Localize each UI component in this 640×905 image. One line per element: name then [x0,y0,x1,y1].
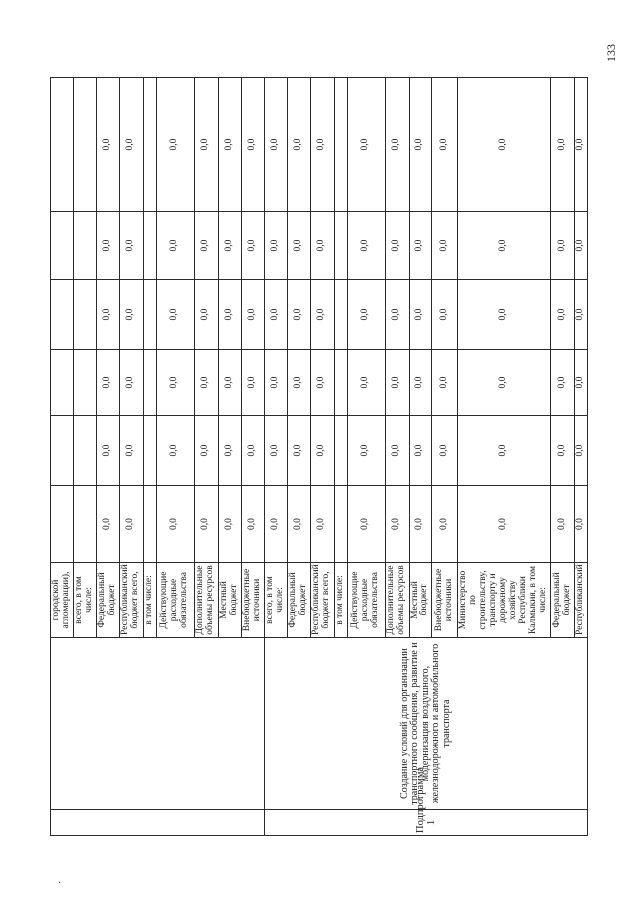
value-cell: 0,0 [409,350,432,416]
value-cell: 0,0 [310,280,334,350]
value-cell [143,486,156,563]
value-cell: 0,0 [409,416,432,486]
funding-source: Федеральный бюджет [287,563,310,638]
value-cell: 0,0 [194,280,218,350]
value-cell: 0,0 [385,212,409,280]
value-cell: 0,0 [347,416,385,486]
value-cell: 0,0 [347,350,385,416]
funding-source: в том числе: [143,563,156,638]
blank-cell [51,810,265,836]
page-number: 133 [604,44,618,62]
value-cell: 0,0 [287,78,310,212]
value-cell: 0,0 [575,416,588,486]
funding-source: городской агломерации), [51,563,74,638]
value-cell: 0,0 [264,280,287,350]
value-cell: 0,0 [218,486,241,563]
value-cell [143,416,156,486]
value-cell [334,350,347,416]
stray-mark: · [58,878,62,889]
value-cell: 0,0 [194,416,218,486]
budget-table [50,77,588,836]
value-cell: 0,0 [119,350,143,416]
funding-source: всего, в том числе: [264,563,287,638]
value-cell [51,486,74,563]
budget-table-sheet [50,78,586,836]
value-cell [334,78,347,212]
value-cell: 0,0 [385,280,409,350]
value-cell: 0,0 [551,280,575,350]
program-label: Подпрограмма 1 [264,810,587,836]
value-cell [334,212,347,280]
funding-source: Федеральный бюджет [551,563,575,638]
value-cell: 0,0 [156,280,194,350]
funding-source: Местный бюджет [409,563,432,638]
funding-source: Действующие расходные обязательства [156,563,194,638]
value-cell: 0,0 [241,212,264,280]
value-cell: 0,0 [119,486,143,563]
value-cell: 0,0 [96,416,119,486]
funding-source: Республиканский бюджет всего, [310,563,334,638]
funding-source: Внебюджетные источники [241,563,264,638]
value-cell: 0,0 [385,350,409,416]
value-cell: 0,0 [432,350,458,416]
value-cell: 0,0 [119,280,143,350]
value-cell: 0,0 [551,212,575,280]
value-cell: 0,0 [409,280,432,350]
value-cell: 0,0 [264,416,287,486]
value-cell: 0,0 [96,350,119,416]
value-cell: 0,0 [218,416,241,486]
value-cell: 0,0 [458,416,551,486]
value-cell: 0,0 [385,416,409,486]
value-cell [143,280,156,350]
table-body [51,78,588,836]
value-cell: 0,0 [241,416,264,486]
value-cell: 0,0 [458,280,551,350]
blank-cell [51,638,265,810]
value-cell: 0,0 [264,78,287,212]
value-cell: 0,0 [218,350,241,416]
funding-source: Федеральный бюджет [96,563,119,638]
subprogram-name: Создание условий для организации транспортного сообщения, развитие и модернизация воздушного, железнодорожного и автомобильного транспорта [264,638,587,810]
value-cell: 0,0 [96,78,119,212]
value-cell: 0,0 [241,280,264,350]
value-cell: 0,0 [287,486,310,563]
value-cell: 0,0 [156,78,194,212]
value-cell: 0,0 [310,416,334,486]
value-cell: 0,0 [264,486,287,563]
funding-source: всего, в том числе: [73,563,96,638]
value-cell: 0,0 [241,486,264,563]
value-cell [73,78,96,212]
value-cell: 0,0 [409,212,432,280]
value-cell: 0,0 [287,280,310,350]
value-cell: 0,0 [194,486,218,563]
value-cell [334,280,347,350]
value-cell: 0,0 [156,212,194,280]
funding-source: в том числе: [334,563,347,638]
value-cell: 0,0 [432,212,458,280]
value-cell: 0,0 [347,212,385,280]
value-cell: 0,0 [432,416,458,486]
value-cell: 0,0 [287,212,310,280]
value-cell: 0,0 [96,212,119,280]
value-cell: 0,0 [347,78,385,212]
value-cell: 0,0 [264,350,287,416]
funding-source: Республиканский бюджет всего, [119,563,143,638]
value-cell: 0,0 [194,78,218,212]
value-cell [73,350,96,416]
value-cell: 0,0 [575,350,588,416]
value-cell: 0,0 [287,416,310,486]
value-cell: 0,0 [287,350,310,416]
value-cell: 0,0 [241,78,264,212]
value-cell: 0,0 [409,78,432,212]
value-cell: 0,0 [96,280,119,350]
value-cell [73,280,96,350]
value-cell: 0,0 [264,212,287,280]
table-row [51,78,74,836]
value-cell: 0,0 [432,486,458,563]
value-cell: 0,0 [194,350,218,416]
value-cell: 0,0 [551,78,575,212]
value-cell [143,350,156,416]
value-cell [143,78,156,212]
value-cell: 0,0 [458,212,551,280]
table-row [264,78,287,836]
funding-source: Действующие расходные обязательства [347,563,385,638]
value-cell: 0,0 [156,350,194,416]
value-cell: 0,0 [347,486,385,563]
funding-source: Внебюджетные источники [432,563,458,638]
value-cell: 0,0 [551,350,575,416]
value-cell [143,212,156,280]
value-cell: 0,0 [575,486,588,563]
rotated-table-wrapper [50,78,586,836]
value-cell: 0,0 [119,78,143,212]
value-cell [334,486,347,563]
funding-source: Республиканский [575,563,588,638]
value-cell: 0,0 [458,78,551,212]
funding-source: Местный бюджет [218,563,241,638]
value-cell: 0,0 [156,416,194,486]
value-cell: 0,0 [575,212,588,280]
funding-source: Дополнительные объемы ресурсов [194,563,218,638]
value-cell: 0,0 [218,280,241,350]
value-cell: 0,0 [409,486,432,563]
value-cell [334,416,347,486]
value-cell: 0,0 [575,78,588,212]
value-cell: 0,0 [551,486,575,563]
value-cell: 0,0 [575,280,588,350]
value-cell: 0,0 [458,350,551,416]
value-cell: 0,0 [432,280,458,350]
funding-source: Министерство по строительству, транспорту и дорожному хозяйству Республики Калмыкия, в том числе: [458,563,551,638]
value-cell: 0,0 [347,280,385,350]
value-cell [51,280,74,350]
value-cell [51,212,74,280]
value-cell: 0,0 [119,212,143,280]
value-cell [73,416,96,486]
value-cell: 0,0 [385,78,409,212]
value-cell: 0,0 [310,78,334,212]
value-cell [51,416,74,486]
value-cell: 0,0 [241,350,264,416]
value-cell [73,486,96,563]
value-cell [51,78,74,212]
value-cell: 0,0 [194,212,218,280]
value-cell: 0,0 [551,416,575,486]
funding-source: Дополнительные объемы ресурсов [385,563,409,638]
value-cell: 0,0 [156,486,194,563]
value-cell: 0,0 [119,416,143,486]
value-cell: 0,0 [458,486,551,563]
value-cell: 0,0 [218,78,241,212]
value-cell: 0,0 [385,486,409,563]
value-cell: 0,0 [218,212,241,280]
value-cell: 0,0 [432,78,458,212]
value-cell: 0,0 [96,486,119,563]
value-cell: 0,0 [310,350,334,416]
value-cell: 0,0 [310,212,334,280]
value-cell [51,350,74,416]
value-cell [73,212,96,280]
value-cell: 0,0 [310,486,334,563]
